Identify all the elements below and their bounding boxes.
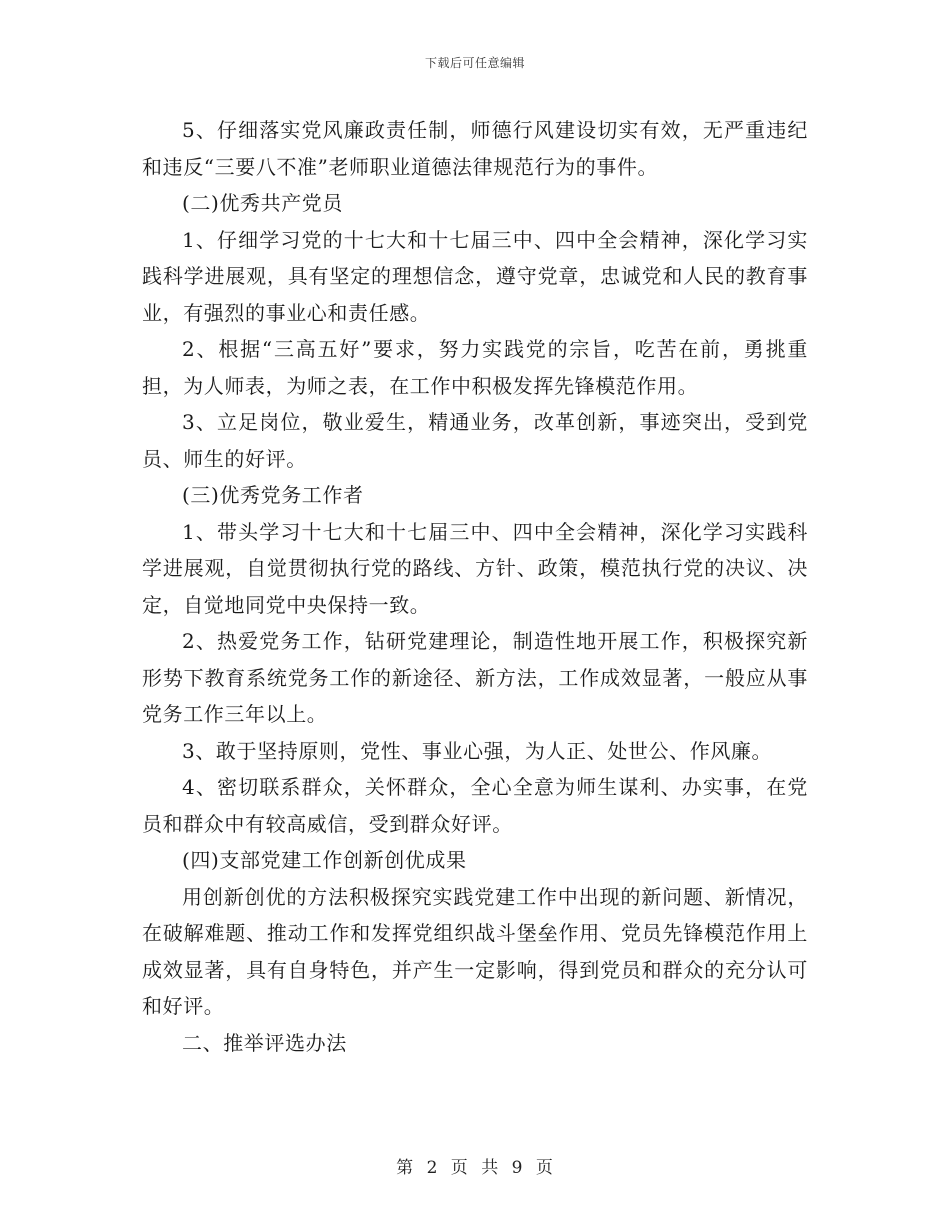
page-number-footer: 第 2 页 共 9 页: [396, 1158, 554, 1178]
paragraph-item-4: 4、密切联系群众，关怀群众，全心全意为师生谋利、办实事，在党员和群众中有较高威信，受到群众好评。: [142, 775, 808, 836]
paragraph-item-3: 3、立足岗位，敬业爱生，精通业务，改革创新，事迹突出，受到党员、师生的好评。: [142, 410, 808, 471]
page-header: 下载后可任意编辑: [424, 56, 525, 70]
paragraph-innovation: 用创新创优的方法积极探究实践党建工作中出现的新问题、新情况，在破解难题、推动工作和发挥党组织战斗堡垒作用、党员先锋模范作用上成效显著，具有自身特色，并产生一定影响，得到党员和群众的充分认可和好评。: [142, 884, 808, 1018]
paragraph-item-5: 5、仔细落实党风廉政责任制，师德行风建设切实有效，无严重违纪和违反“三要八不准”老师职业道德法律规范行为的事件。: [142, 118, 808, 179]
document-body: [142, 112, 808, 1061]
section-heading-selection-method: 二、推举评选办法: [182, 1030, 347, 1055]
paragraph-item-1: 1、仔细学习党的十七大和十七届三中、四中全会精神，深化学习实践科学进展观，具有坚定的理想信念，遵守党章，忠诚党和人民的教育事业，有强烈的事业心和责任感。: [142, 227, 808, 325]
section-heading-outstanding-party-member: (二)优秀共产党员: [182, 191, 344, 215]
paragraph-item-2: 2、根据“三高五好”要求，努力实践党的宗旨，吃苦在前，勇挑重担，为人师表，为师之表，在工作中积极发挥先锋模范作用。: [142, 337, 808, 398]
paragraph-item-1: 1、带头学习十七大和十七届三中、四中全会精神，深化学习实践科学进展观，自觉贯彻执行党的路线、方针、政策，模范执行党的决议、决定，自觉地同党中央保持一致。: [142, 519, 808, 617]
paragraph-item-2: 2、热爱党务工作，钻研党建理论，制造性地开展工作，积极探究新形势下教育系统党务工作的新途径、新方法，工作成效显著，一般应从事党务工作三年以上。: [142, 629, 808, 726]
section-heading-innovation-achievements: (四)支部党建工作创新创优成果: [182, 848, 467, 872]
section-heading-outstanding-party-worker: (三)优秀党务工作者: [182, 483, 364, 507]
paragraph-item-3: 3、敢于坚持原则，党性、事业心强，为人正、处世公、作风廉。: [182, 738, 773, 763]
